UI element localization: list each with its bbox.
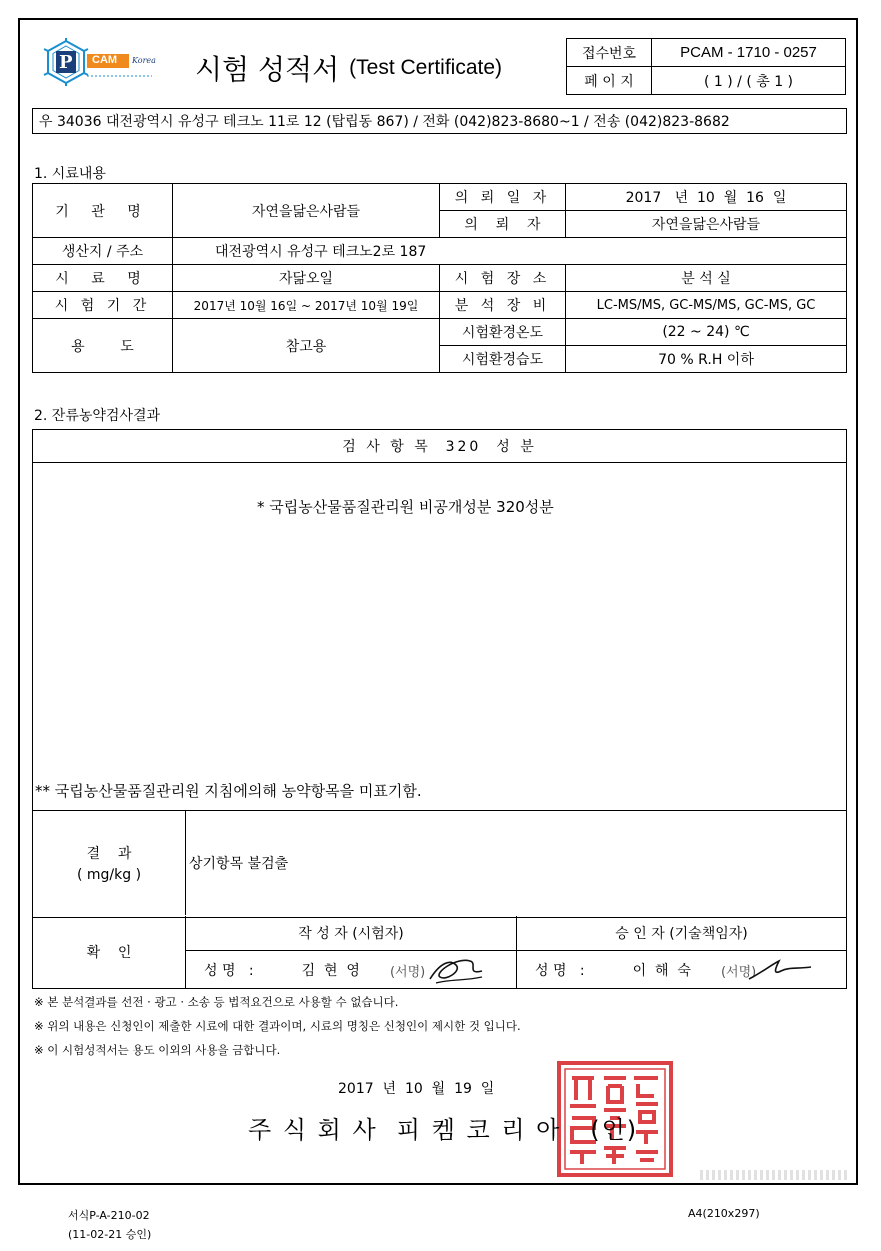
result-unit: ( mg/kg ) (76, 867, 142, 883)
approver-header: 승 인 자 (기술책임자) (517, 916, 846, 951)
address-bar (32, 108, 847, 134)
period-label: 시 험 기 간 (33, 292, 173, 319)
author-name: 김 현 영 (301, 963, 360, 979)
address-text: 우 34036 대전광역시 유성구 테크노 11로 12 (탑립동 867) / 전화 (042)823-8680~1 / 전송 (042)823-8682 (39, 114, 730, 130)
issue-date: 2017 년 10 월 19 일 (338, 1081, 495, 1097)
logo-sub: Korea (132, 56, 156, 65)
title-korean: 시험 성적서 (195, 53, 340, 86)
receipt-table (566, 38, 846, 95)
requester-label: 의 뢰 자 (440, 211, 566, 238)
author-header: 작 성 자 (시험자) (186, 916, 517, 951)
company-name: 주 식 회 사 피 켐 코 리 아 (인) (248, 1116, 639, 1144)
origin-label: 생산지 / 주소 (33, 238, 173, 265)
sample-info-table (32, 183, 847, 373)
author-cell (186, 951, 517, 989)
result-label-cell (33, 811, 186, 915)
certificate-page (18, 18, 858, 1185)
title-english: (Test Certificate) (349, 56, 503, 79)
receipt-label: 접수번호 (567, 39, 652, 67)
request-date-label: 의 뢰 일 자 (440, 184, 566, 211)
omission-footnote: ** 국립농산물품질관리원 지침에의해 농약항목을 미표기함. (35, 782, 422, 800)
item-note: * 국립농산물품질관리원 비공개성분 320성분 (257, 498, 554, 516)
form-approval: (11-02-21 승인) (68, 1228, 152, 1241)
test-place-value: 분 석 실 (566, 265, 847, 292)
result-value: 상기항목 불검출 (189, 856, 289, 872)
items-header-text: 검 사 항 목 320 성 분 (342, 439, 537, 455)
approver-name-label: 성 명 : (535, 963, 585, 979)
humidity-label: 시험환경습도 (440, 346, 566, 373)
approver-cell (517, 951, 846, 989)
institution-value: 자연을닮은사람들 (173, 184, 440, 238)
document-title (195, 48, 502, 88)
sample-value: 자닮오일 (173, 265, 440, 292)
corner-decoration (700, 1170, 850, 1180)
section2-title: 2. 잔류농약검사결과 (34, 408, 160, 424)
request-date-value: 2017 년 10 월 16 일 (566, 184, 847, 211)
temp-value: (22 ~ 24) ℃ (566, 319, 847, 346)
period-value: 2017년 10월 16일 ~ 2017년 10월 19일 (173, 292, 440, 319)
paper-size: A4(210x297) (688, 1207, 760, 1220)
equipment-label: 분 석 장 비 (440, 292, 566, 319)
note-2: ※ 위의 내용은 신청인이 제출한 시료에 대한 결과이며, 시료의 명칭은 신청인이 제시한 것 입니다. (34, 1019, 521, 1033)
use-value: 참고용 (173, 319, 440, 373)
page-number: ( 1 ) / ( 총 1 ) (652, 67, 846, 95)
note-3: ※ 이 시험성적서는 용도 이외의 사용을 금합니다. (34, 1043, 281, 1057)
result-label: 결 과 (86, 846, 132, 862)
note-1: ※ 본 분석결과를 선전 · 광고 · 소송 등 법적요건으로 사용할 수 없습니다. (34, 995, 399, 1009)
company-logo (42, 38, 162, 88)
confirm-label: 확 인 (33, 916, 186, 988)
page-label: 페 이 지 (567, 67, 652, 95)
receipt-number: PCAM - 1710 - 0257 (652, 39, 846, 67)
requester-value: 자연을닮은사람들 (566, 211, 847, 238)
logo-letter: P (59, 52, 73, 73)
origin-value: 대전광역시 유성구 테크노2로 187 (173, 238, 847, 265)
section1-title: 1. 시료내용 (34, 166, 106, 182)
results-box (32, 429, 847, 989)
author-signature-icon (426, 953, 486, 987)
result-row (33, 810, 846, 918)
humidity-value: 70 % R.H 이하 (566, 346, 847, 373)
items-header (33, 430, 846, 463)
approver-name: 이 해 숙 (632, 963, 691, 979)
approver-sign-mark: (서명) (720, 964, 757, 980)
author-sign-mark: (서명) (389, 964, 426, 980)
use-label: 용 도 (33, 319, 173, 373)
test-place-label: 시 험 장 소 (440, 265, 566, 292)
temp-label: 시험환경온도 (440, 319, 566, 346)
sample-label: 시 료 명 (33, 265, 173, 292)
author-name-label: 성 명 : (204, 963, 254, 979)
equipment-value: LC-MS/MS, GC-MS/MS, GC-MS, GC (566, 292, 847, 319)
logo-text: CAM (92, 54, 118, 66)
form-number: 서식P-A-210-02 (68, 1209, 150, 1222)
approver-signature-icon (745, 955, 815, 985)
institution-label: 기 관 명 (33, 184, 173, 238)
